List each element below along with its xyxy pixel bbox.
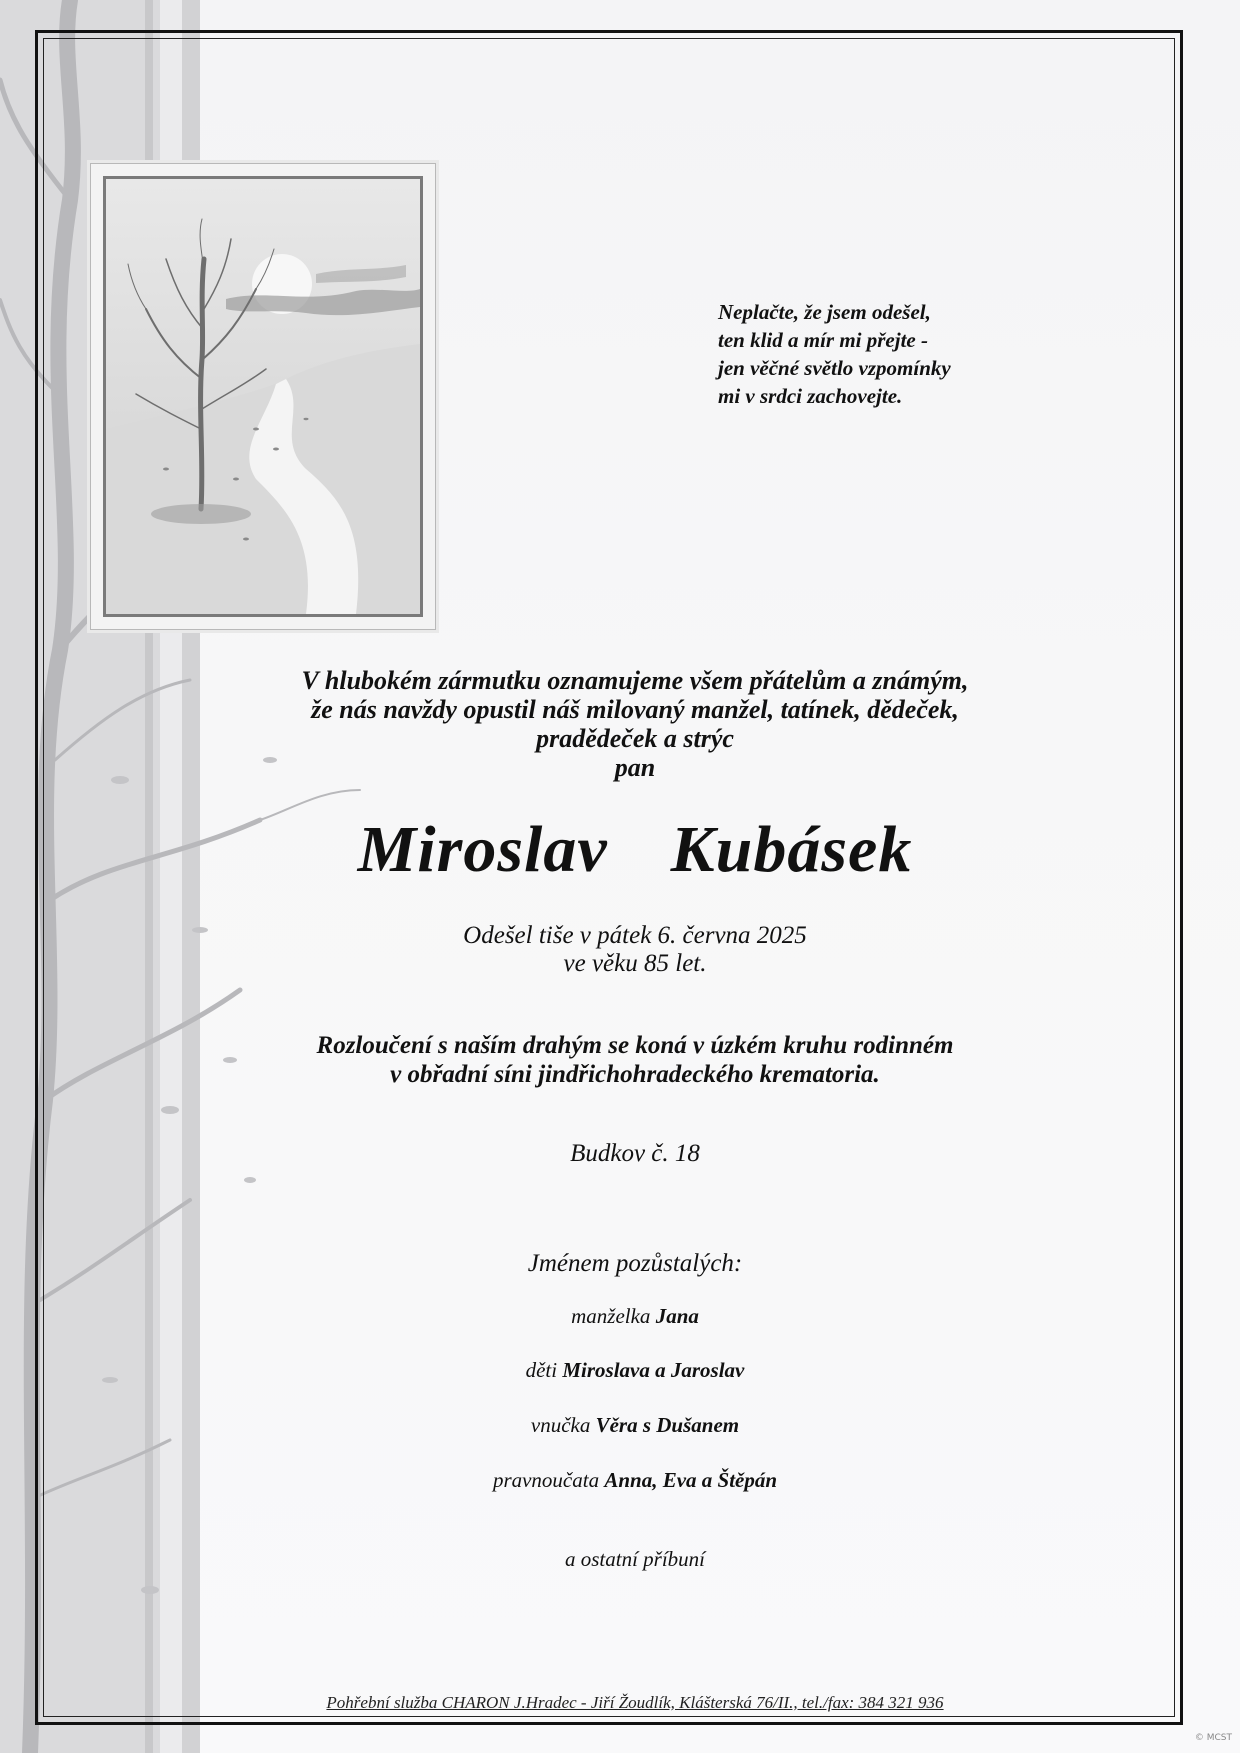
- relative-names: Miroslava a Jaroslav: [562, 1358, 745, 1382]
- poem-line: mi v srdci zachovejte.: [718, 384, 903, 408]
- watermark: © MCST: [1194, 1733, 1232, 1743]
- funeral-service-footer: Pohřební služba CHARON J.Hradec - Jiří Žoudlík, Klášterská 76/II., tel./fax: 384 321 936: [326, 1693, 944, 1712]
- death-details: [180, 922, 1090, 978]
- relative-relation: pravnoučata: [492, 1468, 600, 1492]
- announcement-line: pan: [614, 753, 656, 782]
- poem: [718, 298, 1048, 410]
- relative-relation: děti: [525, 1358, 558, 1382]
- relative-spouse: [180, 1303, 1090, 1329]
- farewell-line: Rozloučení s naším drahým se koná v úzkém kruhu rodinném: [316, 1032, 954, 1059]
- death-date-line: Odešel tiše v pátek 6. června 2025: [463, 922, 807, 949]
- memorial-picture-frame: [90, 163, 436, 630]
- announcement-line: pradědeček a strýc: [536, 724, 734, 753]
- relative-great-grandchildren: [180, 1467, 1090, 1493]
- relative-relation: manželka: [571, 1304, 651, 1328]
- announcement-text: [180, 666, 1090, 782]
- poem-line: Neplačte, že jsem odešel,: [718, 300, 931, 324]
- address: Budkov č. 18: [570, 1140, 700, 1167]
- deceased-name: Miroslav Kubásek: [357, 813, 913, 886]
- poem-line: ten klid a mír mi přejte -: [718, 328, 928, 352]
- memorial-picture: [103, 176, 423, 617]
- announcement-line: V hlubokém zármutku oznamujeme všem přátelům a známým,: [301, 666, 969, 695]
- mourners-title: Jménem pozůstalých:: [527, 1250, 743, 1277]
- poem-line: jen věčné světlo vzpomínky: [718, 356, 951, 380]
- relative-names: Věra s Dušanem: [595, 1413, 740, 1437]
- relative-relation: vnučka: [530, 1413, 591, 1437]
- relative-granddaughter: [180, 1412, 1090, 1438]
- relative-names: Jana: [655, 1304, 699, 1328]
- other-relatives: a ostatní příbuní: [564, 1547, 706, 1571]
- relative-names: Anna, Eva a Štěpán: [604, 1468, 778, 1492]
- death-age-line: ve věku 85 let.: [563, 950, 707, 977]
- farewell-line: v obřadní síni jindřichohradeckého krematoria.: [390, 1061, 880, 1088]
- announcement-line: že nás navždy opustil náš milovaný manžel, tatínek, dědeček,: [311, 695, 959, 724]
- relative-children: [180, 1357, 1090, 1383]
- farewell-details: [180, 1031, 1090, 1089]
